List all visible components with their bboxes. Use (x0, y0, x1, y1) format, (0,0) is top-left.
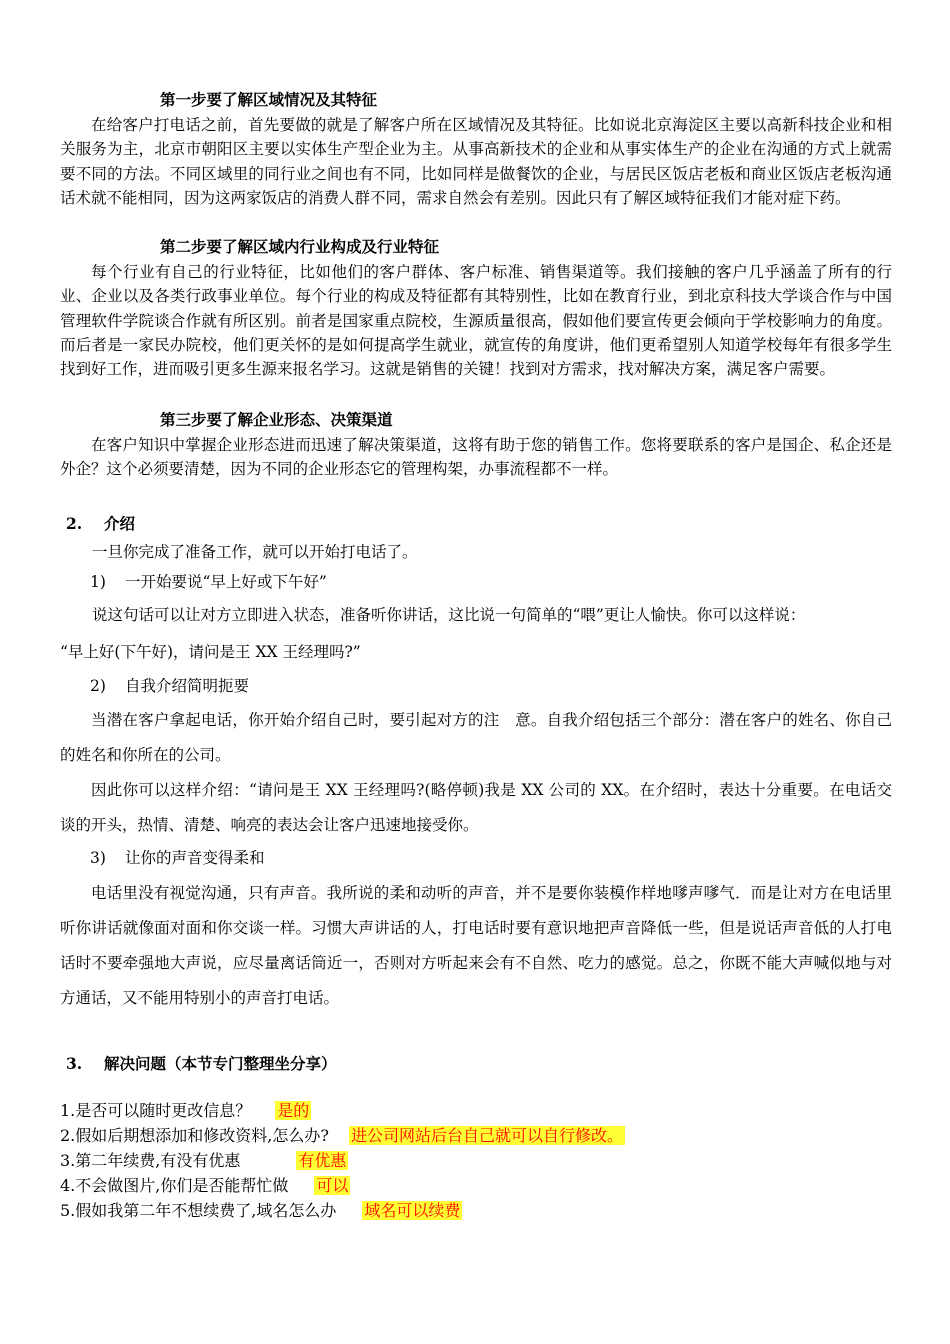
item3-body: 电话里没有视觉沟通，只有声音。我所说的柔和动听的声音，并不是要你装模作样地嗲声嗲气．而是让对方在电话里听你讲话就像面对面和你交谈一样。习惯大声讲话的人，打电话时要有意识地把声音降低一些，但是说话声音低的人打电话时不要牵强地大声说，应尽量离话筒近一，否则对方听起来会有不自然、吃力的感觉。总之，你既不能大声喊似地与对方通话，又不能用特别小的声音打电话。 (60, 884, 892, 1007)
faq-question: 4.不会做图片,你们是否能帮忙做 (60, 1176, 289, 1195)
faq-item (60, 1099, 311, 1123)
item3-title: 让你的声音变得柔和 (125, 849, 265, 867)
faq-question: 3.第二年续费,有没有优惠 (60, 1151, 241, 1170)
section2-item1 (90, 570, 327, 594)
faq-answer: 域名可以续费 (364, 1201, 461, 1220)
faq-answer: 是的 (277, 1101, 310, 1120)
faq-answer: 进公司网站后台自己就可以自行修改。 (350, 1126, 623, 1145)
faq-item (60, 1174, 350, 1198)
faq-question: 2.假如后期想添加和修改资料,怎么办? (60, 1126, 329, 1145)
section2-item3 (90, 846, 265, 870)
faq-item (60, 1149, 348, 1173)
section2-title: 介绍 (104, 514, 136, 533)
item2-title: 自我介绍简明扼要 (125, 677, 250, 695)
faq-item (60, 1124, 625, 1148)
item1-title: 一开始要说“早上好或下午好” (125, 573, 327, 591)
section3-title: 解决问题（本节专门整理坐分享） (104, 1054, 337, 1073)
faq-answer: 有优惠 (298, 1151, 347, 1170)
item1-number: 1) (90, 573, 106, 591)
item1-body: 说这句话可以让对方立即进入状态，准备听你讲话，这比说一句简单的“喂”更让人愉快。你可以这样说： (92, 606, 806, 624)
section2-intro: 一旦你完成了准备工作，就可以开始打电话了。 (92, 543, 418, 561)
step2-heading: 第二步要了解区域内行业构成及行业特征 (160, 237, 440, 256)
faq-item (60, 1199, 462, 1223)
item2-body1: 当潜在客户拿起电话，你开始介绍自己时，要引起对方的注 意。自我介绍包括三个部分：潜在客户的姓名、你自己的姓名和你所在的公司。 (60, 711, 892, 764)
step3-heading: 第三步要了解企业形态、决策渠道 (160, 410, 393, 429)
item1-quote: “早上好(下午好)，请问是王 XX 王经理吗?” (60, 643, 361, 661)
section3-number: 3. (66, 1054, 83, 1073)
faq-question: 1.是否可以随时更改信息？ (60, 1101, 252, 1120)
step3-body: 在客户知识中掌握企业形态进而迅速了解决策渠道，这将有助于您的销售工作。您将要联系的客户是国企、私企还是外企？这个必须要清楚，因为不同的企业形态它的管理构架，办事流程都不一样。 (60, 436, 892, 479)
item2-number: 2) (90, 677, 106, 695)
faq-question: 5.假如我第二年不想续费了,域名怎么办 (60, 1201, 337, 1220)
step1-body: 在给客户打电话之前，首先要做的就是了解客户所在区域情况及其特征。比如说北京海淀区主要以高新科技企业和相关服务为主，北京市朝阳区主要以实体生产型企业为主。从事高新技术的企业和从事实体生产的企业在沟通的方式上就需要不同的方法。不同区域里的同行业之间也有不同，比如同样是做餐饮的企业，与居民区饭店老板和商业区饭店老板沟通话术就不能相同，因为这两家饭店的消费人群不同，需求自然会有差别。因此只有了解区域特征我们才能对症下药。 (60, 116, 892, 207)
item3-number: 3) (90, 849, 106, 867)
section2-heading (66, 512, 135, 536)
step2-body: 每个行业有自己的行业特征，比如他们的客户群体、客户标准、销售渠道等。我们接触的客户几乎涵盖了所有的行业、企业以及各类行政事业单位。每个行业的构成及特征都有其特别性，比如在教育行业，到北京科技大学谈合作与中国管理软件学院谈合作就有所区别。前者是国家重点院校，生源质量很高，假如他们要宣传更会倾向于学校影响力的角度。而后者是一家民办院校，他们更关怀的是如何提高学生就业，就宣传的角度讲，他们更希望别人知道学校每年有很多学生找到好工作，进而吸引更多生源来报名学习。这就是销售的关键！找到对方需求，找对解决方案，满足客户需要。 (60, 263, 892, 379)
step1-heading: 第一步要了解区域情况及其特征 (160, 90, 378, 109)
item2-body2: 因此你可以这样介绍：“请问是王 XX 王经理吗?(略停顿)我是 XX 公司的 XX。在介绍时，表达十分重要。在电话交谈的开头，热情、清楚、响亮的表达会让客户迅速地接受你。 (60, 781, 892, 834)
faq-answer: 可以 (316, 1176, 349, 1195)
section3-heading (66, 1052, 337, 1076)
section2-number: 2. (66, 514, 83, 533)
section2-item2 (90, 674, 249, 698)
